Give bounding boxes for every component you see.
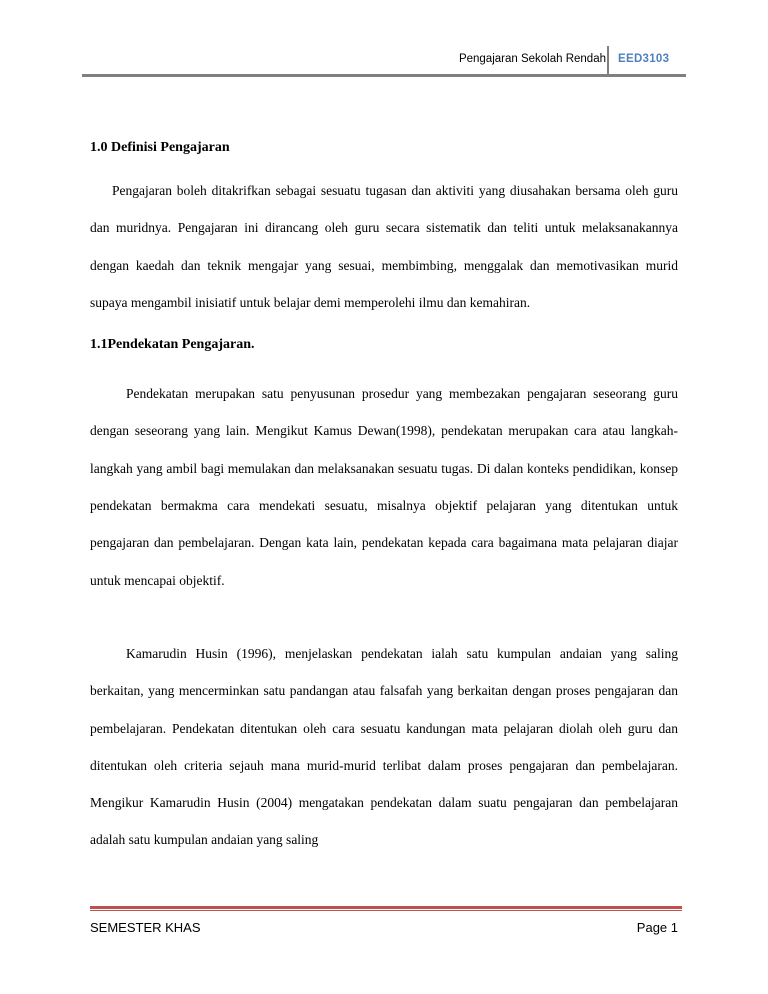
header-rule (82, 74, 686, 77)
footer-page-number: Page 1 (636, 920, 678, 935)
paragraph-pendekatan-2: Kamarudin Husin (1996), menjelaskan pendekatan ialah satu kumpulan andaian yang saling berkaitan, yang mencerminkan satu pandangan atau falsafah yang berkaitan dengan proses pengajaran dan pembelajaran. Pendekatan ditentukan oleh cara sesuatu kandungan mata pelajaran diolah oleh guru dan ditentukan oleh criteria sejauh mana murid-murid terlibat dalam proses pengajaran dan pembelajaran. Mengikur Kamarudin Husin (2004) mengatakan pendekatan dalam suatu pengajaran dan pembelajaran adalah satu kumpulan andaian yang saling (90, 645, 678, 848)
section-heading-pendekatan: 1.1Pendekatan Pengajaran. (90, 337, 255, 353)
header-course-code: EED3103 (618, 53, 670, 65)
section-heading-definisi: 1.0 Definisi Pengajaran (90, 140, 230, 155)
paragraph-pendekatan-1: Pendekatan merupakan satu penyusunan prosedur yang membezakan pengajaran seseorang guru dengan seseorang yang lain. Mengikut Kamus Dewan(1998), pendekatan merupakan cara atau langkah-langkah yang ambil bagi memulakan dan melaksanakan sesuatu tugas. Di dalan konteks pendidikan, konsep pendekatan bermakma cara mendekati sesuatu, misalnya objektif pelajaran yang ditentukan untuk pengajaran dan pembelajaran. Dengan kata lain, pendekatan kepada cara bagaimana mata pelajaran diajar untuk mencapai objektif. (90, 386, 678, 588)
document-body (90, 138, 678, 859)
header-divider (607, 46, 609, 76)
page-header (0, 46, 768, 76)
footer-rule-thin (90, 910, 682, 911)
paragraph-definisi: Pengajaran boleh ditakrifkan sebagai sesuatu tugasan dan aktiviti yang diusahakan bersama oleh guru dan muridnya. Pengajaran ini dirancang oleh guru secara sistematik dan teliti untuk melaksanakannya dengan kaedah dan teknik mengajar yang sesuai, membimbing, menggalak dan memotivasikan murid supaya mengambil inisiatif untuk belajar demi memperolehi ilmu dan kemahiran. (90, 183, 678, 310)
header-title: Pengajaran Sekolah Rendah (458, 53, 606, 65)
footer-semester: SEMESTER KHAS (90, 920, 201, 935)
footer-rule (90, 906, 682, 909)
